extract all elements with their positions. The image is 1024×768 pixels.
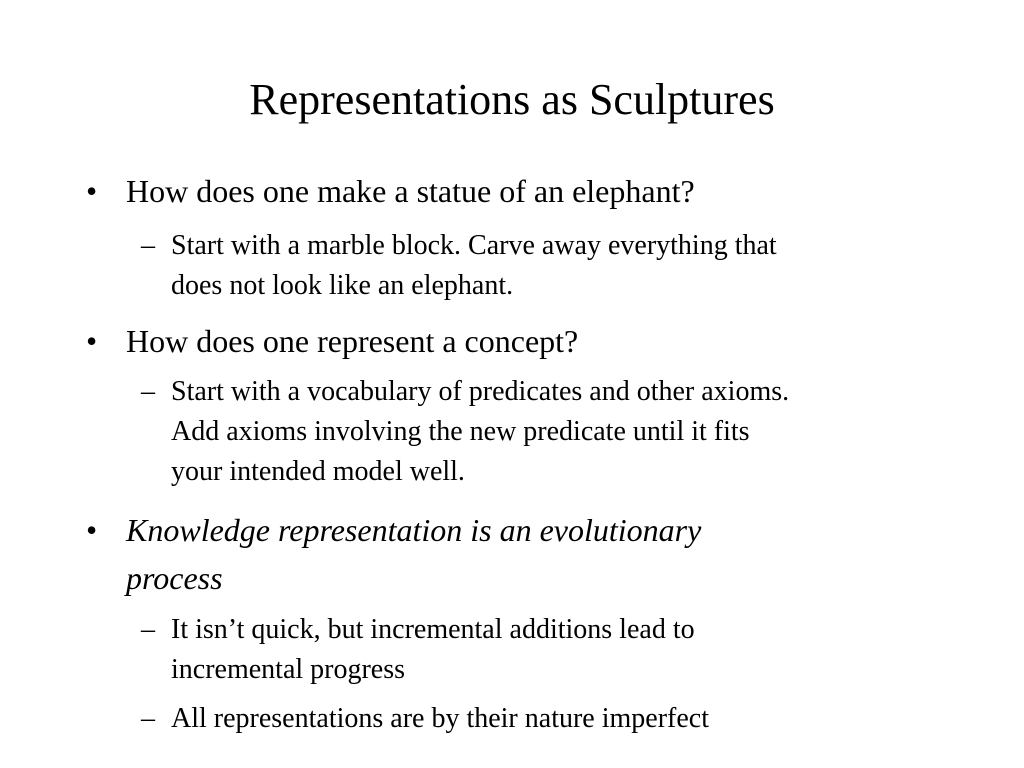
sub-bullet-item: [141, 226, 961, 306]
sub-bullet-line: Start with a vocabulary of predicates and other axioms.: [171, 376, 790, 407]
sub-bullet-line: incremental progress: [171, 654, 406, 685]
dash-marker: –: [141, 376, 155, 407]
sub-bullet-line: All representations are by their nature imperfect: [171, 703, 709, 734]
dash-marker: –: [141, 230, 155, 261]
sub-bullet-item: [141, 699, 961, 739]
bullet-text: Knowledge representation is an evolutionary: [126, 512, 702, 548]
sub-bullet-item: [141, 610, 961, 690]
bullet-marker: •: [86, 173, 98, 209]
bullet-text: process: [126, 560, 223, 596]
sub-bullet-item: [141, 372, 961, 492]
bullet-marker: •: [86, 512, 98, 548]
bullet-marker: •: [86, 323, 98, 359]
dash-marker: –: [141, 614, 155, 645]
bullet-item: [86, 317, 886, 365]
slide-title: Representations as Sculptures: [249, 75, 775, 124]
sub-bullet-line: Add axioms involving the new predicate until it fits: [171, 416, 750, 447]
bullet-item: [86, 506, 886, 602]
bullet-item: [86, 167, 886, 215]
sub-bullet-line: does not look like an elephant.: [171, 270, 514, 301]
sub-bullet-line: Start with a marble block. Carve away everything that: [171, 230, 777, 261]
sub-bullet-line: It isn’t quick, but incremental additions lead to: [171, 614, 695, 645]
bullet-text: How does one represent a concept?: [126, 323, 579, 359]
sub-bullet-line: your intended model well.: [171, 456, 465, 487]
bullet-text: How does one make a statue of an elephant?: [126, 173, 695, 209]
dash-marker: –: [141, 703, 155, 734]
